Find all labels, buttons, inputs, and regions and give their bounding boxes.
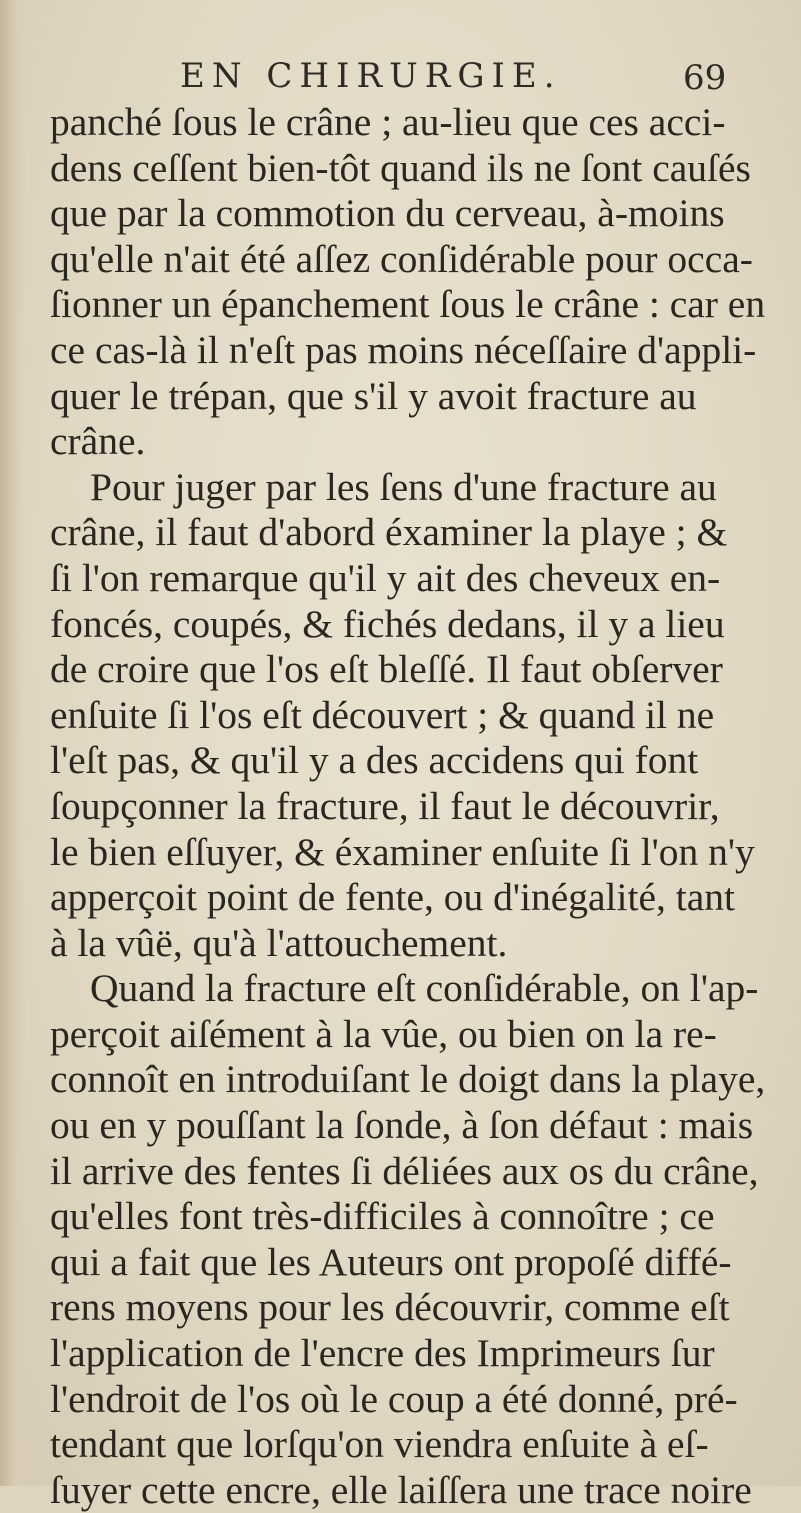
text-line: quer le trépan, que s'il y avoit fracture au [50, 373, 697, 418]
page-edge-shadow [0, 0, 26, 1486]
running-head-title: EN CHIRURGIE. [180, 56, 562, 96]
page-number: 69 [683, 58, 727, 98]
text-line: ou en y pouſſant la ſonde, à ſon défaut : mais [50, 1103, 754, 1148]
text-line: il arrive des fentes ſi déliées aux os du crâne, [50, 1148, 759, 1193]
text-line: qui a fait que les Auteurs ont propoſé diffé- [50, 1239, 732, 1284]
body-text [50, 100, 780, 1513]
text-line: ce cas-là il n'eſt pas moins néceſſaire d'appli- [50, 327, 757, 372]
text-line: le bien eſſuyer, & éxaminer enſuite ſi l'on n'y [50, 829, 755, 874]
text-line: ſoupçonner la fracture, il faut le découvrir, [50, 783, 720, 828]
running-head [0, 56, 801, 106]
text-line: que par la commotion du cerveau, à-moins [50, 191, 725, 236]
text-line: ſuyer cette encre, elle laiſſera une trace noire [50, 1467, 752, 1512]
text-line: de croire que l'os eſt bleſſé. Il faut obſerver [50, 647, 723, 692]
text-line: tendant que lorſqu'on viendra enſuite à eſ- [50, 1422, 709, 1467]
text-line: connoît en introduiſant le doigt dans la playe, [50, 1057, 766, 1102]
text-line: enſuite ſi l'os eſt découvert ; & quand il ne [50, 692, 715, 737]
text-line: l'endroit de l'os où le coup a été donné, pré- [50, 1376, 738, 1421]
text-line: perçoit aiſément à la vûe, ou bien on la re- [50, 1011, 717, 1056]
text-line: à la vûë, qu'à l'attouchement. [50, 920, 508, 965]
text-line: qu'elles font très-difficiles à connoître ; ce [50, 1194, 715, 1239]
text-line: crâne, il faut d'abord éxaminer la playe ; & [50, 510, 728, 555]
text-line: dens ceſſent bien-tôt quand ils ne ſont cauſés [50, 145, 751, 190]
paragraph-start-line: Quand la fracture eſt conſidérable, on l'ap- [90, 966, 759, 1011]
text-line: crâne. [50, 419, 146, 464]
text-line: rens moyens pour les découvrir, comme eſt [50, 1285, 730, 1330]
text-line: l'application de l'encre des Imprimeurs ſur [50, 1331, 715, 1376]
text-line: panché ſous le crâne ; au-lieu que ces acci- [50, 100, 726, 144]
text-line: ſionner un épanchement ſous le crâne : car en [50, 282, 766, 327]
paragraph-start-line: Pour juger par les ſens d'une fracture au [90, 464, 717, 509]
text-line: qu'elle n'ait été aſſez conſidérable pour occa- [50, 236, 753, 281]
text-line: ſi l'on remarque qu'il y ait des cheveux en- [50, 555, 721, 600]
text-line: apperçoit point de fente, ou d'inégalité, tant [50, 875, 735, 920]
text-line: l'eſt pas, & qu'il y a des accidens qui font [50, 738, 699, 783]
text-line: foncés, coupés, & fichés dedans, il y a lieu [50, 601, 725, 646]
